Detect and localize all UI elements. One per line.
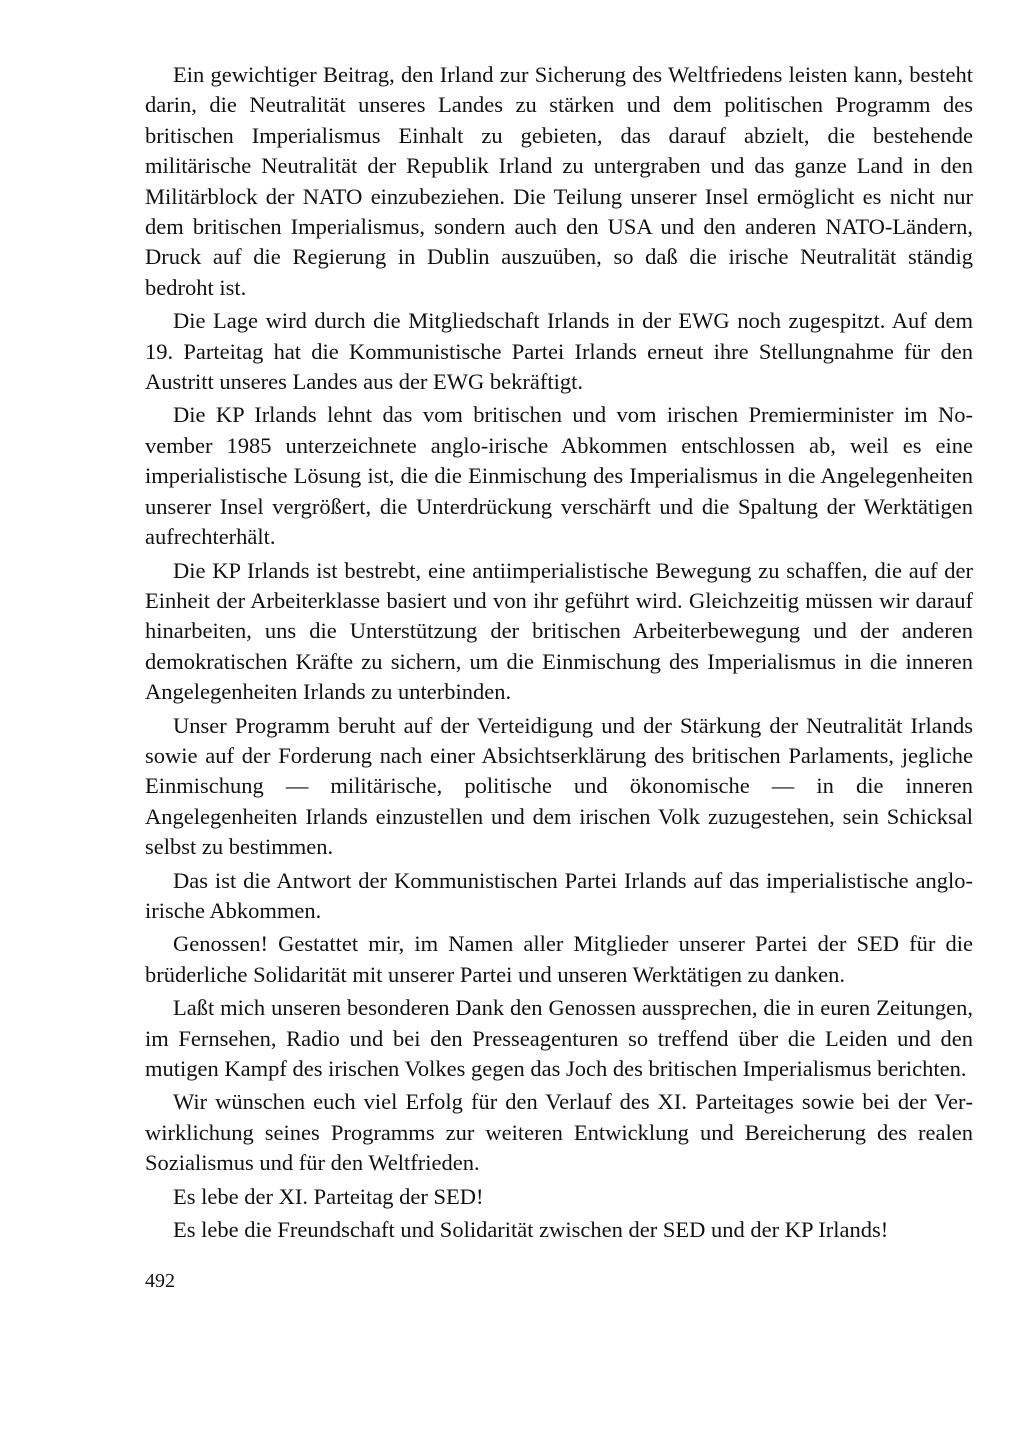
paragraph-anglo-irish-agreement: Die KP Irlands lehnt das vom britischen und vom irischen Premierminister im November 1985 unterzeichnete anglo-irische Abkommen entschlossen ab, weil es eine imperialistische Lösung ist, die die Einmischung des Imperialismus in die Angelegenheiten unserer Insel vergrößert, die Unterdrückung verschärft und die Spaltung der Werktätigen aufrechterhält. — [145, 402, 973, 550]
paragraph-ewg: Die Lage wird durch die Mitgliedschaft Irlands in der EWG noch zugespitzt. Auf dem 19. Parteitag hat die Kommunistische Partei Irlands erneut ihre Stellungnahme für den Austritt unseres Landes aus der EWG bekräftigt. — [145, 308, 973, 395]
paragraph-antiimperialist-movement: Die KP Irlands ist bestrebt, eine antiimperialistische Bewegung zu schaffen, die auf der Einheit der Arbeiterklasse basiert und von ihr geführt wird. Gleichzeitig müssen wir darauf hinarbeiten, uns die Unterstützung der britischen Arbeiterbewegung und der anderen demokratischen Kräfte zu sichern, um die Einmischung des Imperialismus in die inneren Angelegenheiten Irlands zu unterbinden. — [145, 557, 973, 705]
paragraph-wishes: Wir wünschen euch viel Erfolg für den Verlauf des XI. Parteitages sowie bei der Verwirklichung seines Programms zur weiteren Entwicklung und Bereicherung des realen Sozialismus und für den Weltfrieden. — [145, 1089, 973, 1176]
paragraph-neutrality: Ein gewichtiger Beitrag, den Irland zur Sicherung des Weltfriedens leisten kann, besteht darin, die Neutralität unseres Landes zu stärken und dem politischen Programm des britischen Imperialismus Einhalt zu gebieten, das darauf abzielt, die bestehende militärische Neutralität der Republik Irland zu untergraben und das ganze Land in den Militärblock der NATO einzubeziehen. Die Teilung unserer Insel ermöglicht es nicht nur dem britischen Imperialismus, sondern auch den USA und den anderen NATO-Ländern, Druck auf die Regierung in Dublin auszuüben, so daß die irische Neutralität ständig bedroht ist. — [145, 62, 973, 300]
paragraph-thanks-press: Laßt mich unseren besonderen Dank den Genossen aussprechen, die in euren Zeitungen, im Fernsehen, Radio und bei den Presseagenturen so treffend über die Leiden und den mutigen Kampf des irischen Volkes gegen das Joch des britischen Imperialismus berichten. — [145, 995, 973, 1081]
paragraph-thanks-solidarity: Genossen! Gestattet mir, im Namen aller Mitglieder unserer Partei der SED für die brüderliche Solidarität mit unserer Partei und unseren Werktätigen zu danken. — [145, 931, 973, 987]
paragraph-long-live-congress: Es lebe der XI. Parteitag der SED! — [173, 1183, 484, 1209]
paragraph-program: Unser Programm beruht auf der Verteidigung und der Stärkung der Neutralität Irlands sowie auf der Forderung nach einer Absichtserklärung des britischen Parlaments, jegliche Einmischung — militärische, politische und ökonomische — in die inneren Angelegenheiten Irlands einzustellen und dem irischen Volk zuzugestehen, sein Schicksal selbst zu bestimmen. — [145, 712, 973, 860]
page-body — [145, 60, 973, 1248]
paragraph-answer: Das ist die Antwort der Kommunistischen Partei Irlands auf das imperialistische anglo-irische Abkommen. — [145, 867, 973, 923]
paragraph-long-live-friendship: Es lebe die Freundschaft und Solidarität zwischen der SED und der KP Irlands! — [173, 1217, 889, 1243]
page-number: 492 — [145, 1270, 175, 1292]
